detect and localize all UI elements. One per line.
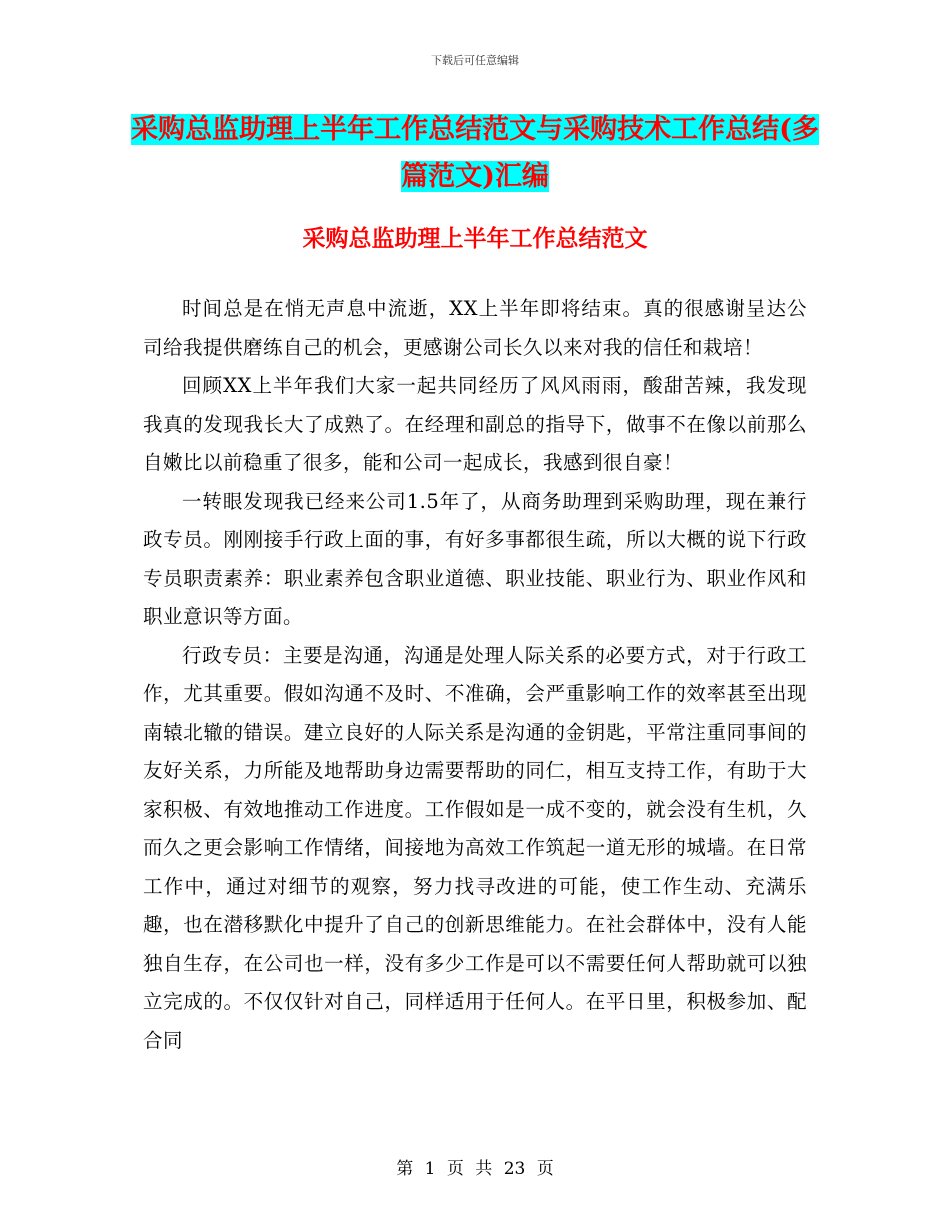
paragraph: 时间总是在悄无声息中流逝，XX上半年即将结束。真的很感谢呈达公司给我提供磨练自己的机会，更感谢公司长久以来对我的信任和栽培！ — [143, 297, 807, 359]
paragraph: 回顾XX上半年我们大家一起共同经历了风风雨雨，酸甜苦辣，我发现我真的发现我长大了成熟了。在经理和副总的指导下，做事不在像以前那么自嫩比以前稳重了很多，能和公司一起成长，我感到很自豪！ — [143, 374, 807, 474]
document-title-text: 采购总监助理上半年工作总结范文与采购技术工作总结(多篇范文)汇编 — [131, 114, 819, 192]
paragraph: 行政专员：主要是沟通，沟通是处理人际关系的必要方式，对于行政工作，尤其重要。假如沟通不及时、不准确，会严重影响工作的效率甚至出现南辕北辙的错误。建立良好的人际关系是沟通的金钥匙，平常注重同事间的友好关系，力所能及地帮助身边需要帮助的同仁，相互支持工作，有助于大家积极、有效地推动工作进度。工作假如是一成不变的，就会没有生机，久而久之更会影响工作情绪，间接地为高效工作筑起一道无形的城墙。在日常工作中，通过对细节的观察，努力找寻改进的可能，使工作生动、充满乐趣，也在潜移默化中提升了自己的创新思维能力。在社会群体中，没有人能独自生存，在公司也一样，没有多少工作是可以不需要任何人帮助就可以独立完成的。不仅仅针对自己，同样适用于任何人。在平日里，积极参加、配合同 — [143, 643, 807, 1052]
section-title: 采购总监助理上半年工作总结范文 — [302, 225, 648, 252]
document-title — [130, 106, 820, 200]
document-body — [143, 290, 807, 1060]
header-note: 下载后可任意编辑 — [431, 54, 519, 67]
paragraph: 一转眼发现我已经来公司1.5年了，从商务助理到采购助理，现在兼行政专员。刚刚接手行政上面的事，有好多事都很生疏，所以大概的说下行政专员职责素养：职业素养包含职业道德、职业技能、职业行为、职业作风和职业意识等方面。 — [143, 489, 807, 628]
page-footer: 第 1 页 共 23 页 — [396, 1159, 554, 1179]
